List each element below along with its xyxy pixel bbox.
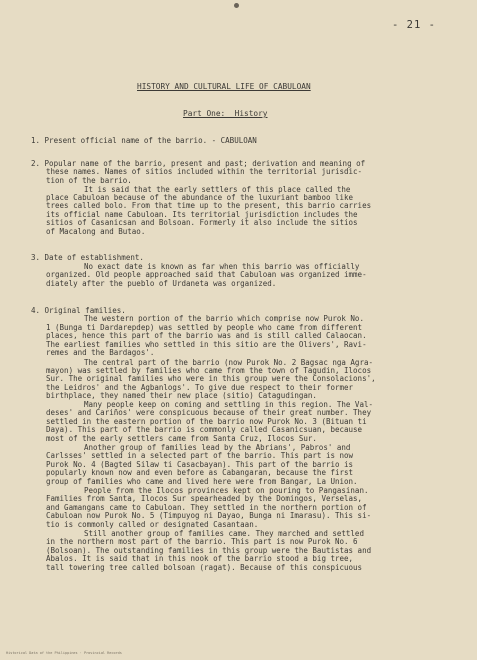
text-line: group of families who came and lived here were from Bangar, La Union.	[46, 477, 358, 486]
text-line: and Gamangans came to Cabuloan. They settled in the northern portion of	[46, 503, 367, 512]
text-line: Another group of families lead by the Abrians', Pabros' and	[84, 443, 351, 452]
text-line: Purok No. 4 (Bagted Silaw ti Casacbayan). This part of the barrio is	[46, 460, 354, 469]
text-line: tion of the barrio.	[46, 176, 132, 185]
text-line: It is said that the early settlers of this place called the	[84, 185, 351, 194]
text-line: trees called bolo. From that time up to the present, this barrio carries	[46, 201, 372, 210]
text-line: Cabuloan now Purok No. 5 (Timpuyog ni Dayao, Bunga ni Imarasu). This si-	[46, 511, 372, 520]
archive-footer: Historical Data of the Philippines · Provincial Records	[6, 651, 122, 655]
text-line: Daya). This part of the barrio is commonly called Casanicsuan, because	[46, 425, 363, 434]
text-line: Many people keep on coming and settling in this region. The Val-	[84, 400, 373, 409]
text-line: the Leidros' and the Agbanlogs'. To give due respect to their former	[46, 383, 354, 392]
text-line: remes and the Bardagos'.	[46, 348, 155, 357]
text-line: (Bolsoan). The outstanding families in this group were the Bautistas and	[46, 546, 372, 555]
item-1: 1. Present official name of the barrio. - CABULOAN	[31, 136, 257, 145]
text-line: birthplace, they named their new place (sitio) Catagudingan.	[46, 391, 317, 400]
text-line: No exact date is known as far when this barrio was officially	[84, 262, 360, 271]
text-line: diately after the pueblo of Urdaneta was organized.	[46, 279, 277, 288]
text-line: tall towering tree called bolsoan (ragat). Because of this conspicuous	[46, 563, 363, 572]
text-line: Abalos. It is said that in this nook of the barrio stood a big tree,	[46, 554, 354, 563]
text-line: 1 (Bunga ti Dardarepdep) was settled by people who came from different	[46, 323, 363, 332]
text-line: places, hence this part of the barrio was and is still called Calaocan.	[46, 331, 367, 340]
text-line: Families from Santa, Ilocos Sur spearheaded by the Domingos, Verselas,	[46, 494, 363, 503]
text-line: The western portion of the barrio which comprise now Purok No.	[84, 314, 364, 323]
text-line: in the northern most part of the barrio. This part is now Purok No. 6	[46, 537, 358, 546]
text-line: place Cabuloan because of the abundance of the luxuriant bamboo like	[46, 193, 354, 202]
text-line: its official name Cabuloan. Its territorial jurisdiction includes the	[46, 210, 358, 219]
document-title: HISTORY AND CULTURAL LIFE OF CABULOAN	[137, 82, 311, 91]
text-line: mayon) was settled by families who came from the town of Tagudin, Ilocos	[46, 366, 372, 375]
text-line: Sur. The original families who were in this group were the Consolacions',	[46, 374, 376, 383]
text-line: popularly known now and even before as Cabangaran, because the first	[46, 468, 354, 477]
part-title: Part One: History	[183, 109, 268, 118]
text-line: tio is commonly called or designated Casantaan.	[46, 520, 259, 529]
text-line: organized. Old people approached said that Cabuloan was organized imme-	[46, 270, 367, 279]
binding-hole	[234, 3, 239, 8]
text-line: sitios of Casanicsan and Bolsoan. Formerly it also include the sitios	[46, 218, 358, 227]
text-line: most of the early settlers came from Santa Cruz, Ilocos Sur.	[46, 434, 317, 443]
page-number: - 21 -	[392, 19, 436, 31]
item-3-heading: 3. Date of establishment.	[31, 253, 144, 262]
text-line: Still another group of families came. They marched and settled	[84, 529, 364, 538]
text-line: deses' and Cariños' were conspicuous because of their great number. They	[46, 408, 372, 417]
text-line: Carlsses' settled in a selected part of the barrio. This part is now	[46, 451, 354, 460]
text-line: People from the Ilocos provinces kept on pouring to Pangasinan.	[84, 486, 369, 495]
text-line: The earliest families who settled in this sitio are the Olivers', Ravi-	[46, 340, 367, 349]
text-line: The central part of the barrio (now Purok No. 2 Bagsac nga Agra-	[84, 358, 373, 367]
item-2-heading: 2. Popular name of the barrio, present and past; derivation and meaning of	[31, 159, 366, 168]
text-line: settled in the eastern portion of the barrio now Purok No. 3 (Bituan ti	[46, 417, 367, 426]
text-line: of Macalong and Butao.	[46, 227, 146, 236]
item-4-heading: 4. Original families.	[31, 306, 126, 315]
text-line: these names. Names of sitios included within the territorial jurisdic-	[46, 167, 363, 176]
